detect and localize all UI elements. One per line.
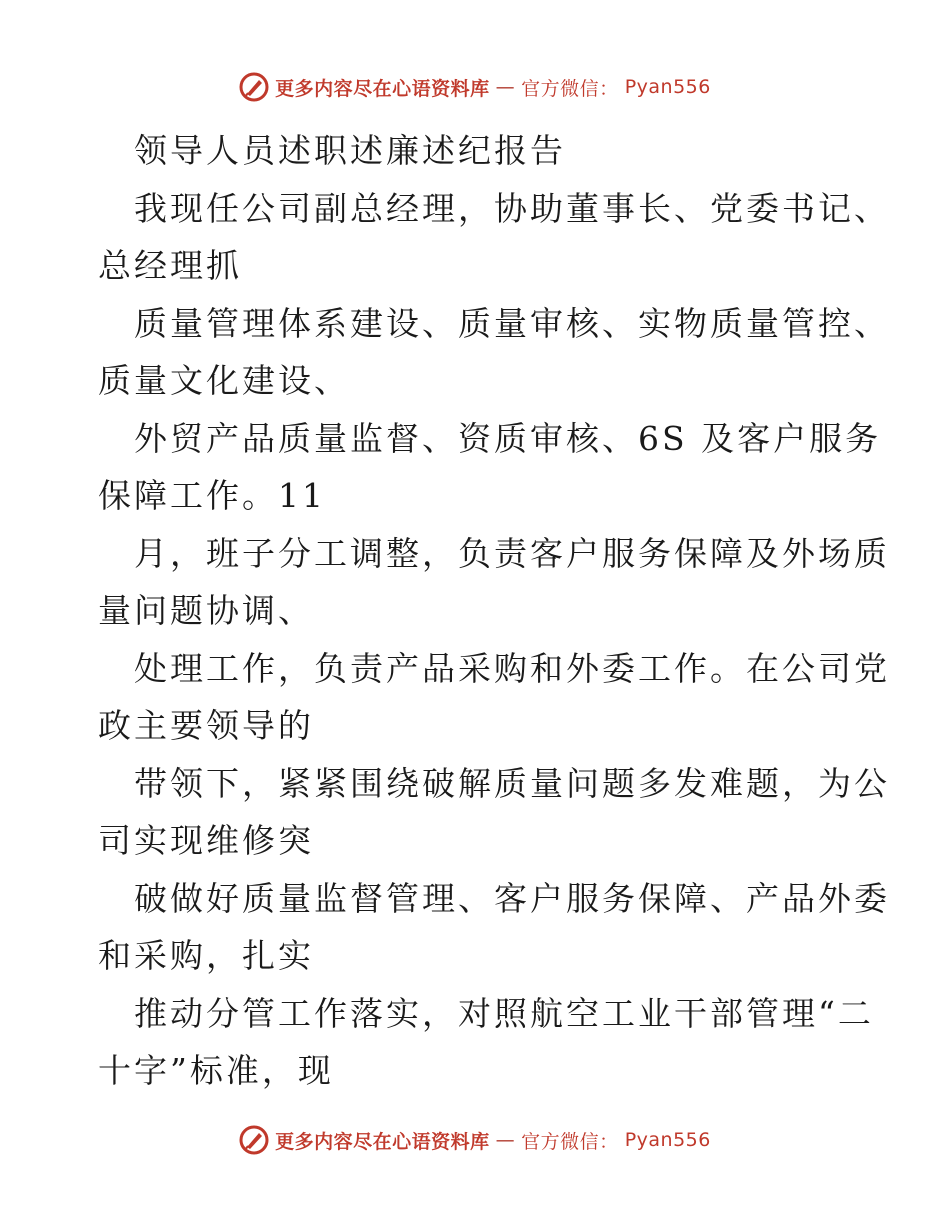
watermark-wechat-label: 官方微信： [521,1130,619,1153]
paragraph-line: 推动分管工作落实，对照航空工业干部管理“二 [134,993,874,1033]
paragraph-line: 月，班子分工调整，负责客户服务保障及外场质 [134,533,890,573]
quill-pen-logo-icon [239,72,269,102]
paragraph-line: 总经理抓 [98,246,242,285]
document-body [98,122,890,1100]
paragraph-line: 政主要领导的 [98,706,314,745]
quill-pen-logo-icon [239,1125,269,1155]
paragraph-line: 十字”标准，现 [98,1051,334,1090]
paragraph-line: 处理工作，负责产品采购和外委工作。在公司党 [134,648,890,688]
document-title: 领导人员述职述廉述纪报告 [134,131,566,170]
watermark-wechat-id: Pyan556 [624,1129,711,1151]
watermark-site-text: 更多内容尽在心语资料库 [275,1130,490,1153]
paragraph-line: 质量文化建设、 [98,361,350,400]
paragraph-line: 质量管理体系建设、质量审核、实物质量管控、 [134,303,890,343]
paragraph-line: 带领下，紧紧围绕破解质量问题多发难题，为公 [134,763,890,803]
header-watermark [0,72,950,102]
paragraph-line: 保障工作。11 [98,476,326,515]
watermark-wechat-label: 官方微信： [521,77,619,100]
paragraph-line: 和采购，扎实 [98,936,314,975]
paragraph-line: 我现任公司副总经理，协助董事长、党委书记、 [134,188,890,228]
paragraph-line: 外贸产品质量监督、资质审核、6S 及客户服务 [134,418,882,458]
paragraph-line: 司实现维修突 [98,821,314,860]
watermark-wechat-id: Pyan556 [624,76,711,98]
watermark-separator: — [495,76,516,98]
footer-watermark [0,1125,950,1155]
watermark-site-text: 更多内容尽在心语资料库 [275,77,490,100]
watermark-separator: — [495,1129,516,1151]
paragraph-line: 量问题协调、 [98,591,314,630]
paragraph-line: 破做好质量监督管理、客户服务保障、产品外委 [134,878,890,918]
